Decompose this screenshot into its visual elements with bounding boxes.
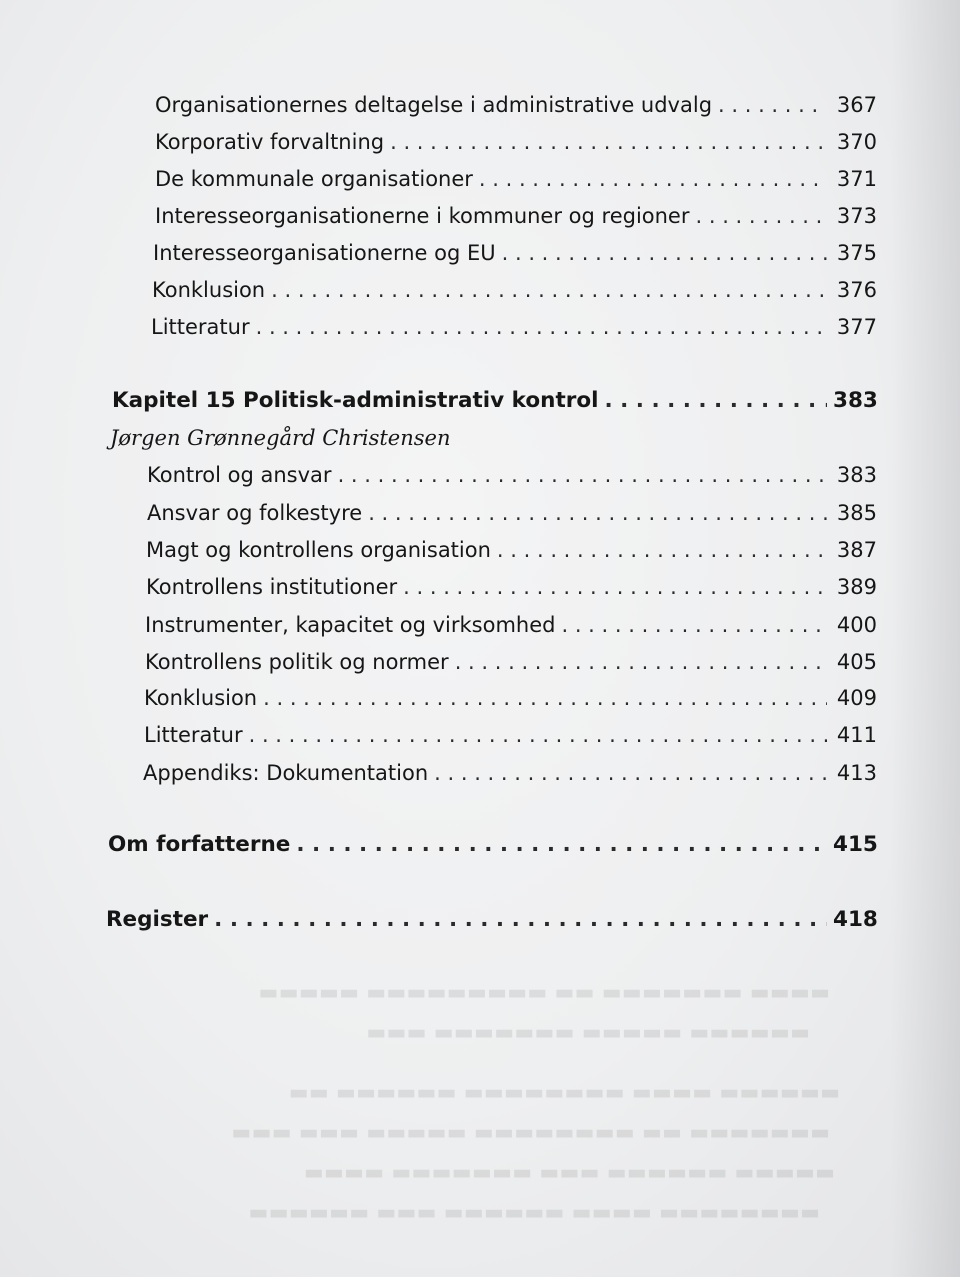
dot-leader bbox=[561, 610, 827, 640]
toc-entry bbox=[144, 683, 877, 713]
chapter-heading bbox=[112, 386, 877, 416]
toc-section-heading bbox=[106, 905, 877, 935]
chapter-page: 383 bbox=[833, 388, 878, 413]
toc-entry bbox=[153, 238, 877, 268]
toc-entry-title: Appendiks: Dokumentation bbox=[143, 761, 429, 785]
dot-leader bbox=[368, 498, 827, 528]
toc-entry-page: 383 bbox=[836, 463, 877, 487]
toc-entry-page: 370 bbox=[836, 130, 877, 154]
dot-leader bbox=[497, 535, 827, 565]
toc-entry-title: Korporativ forvaltning bbox=[155, 130, 385, 154]
toc-entry bbox=[152, 275, 877, 305]
chapter-title: Kapitel 15 Politisk-administrativ kontrol bbox=[112, 388, 599, 413]
dot-leader bbox=[696, 201, 828, 231]
toc-entry bbox=[155, 127, 877, 157]
dot-leader bbox=[256, 312, 827, 342]
toc-entry-title: Magt og kontrollens organisation bbox=[146, 538, 491, 562]
section-title: Register bbox=[106, 907, 209, 932]
toc-entry bbox=[143, 758, 877, 788]
dot-leader bbox=[214, 905, 827, 935]
toc-entry-title: Kontrollens institutioner bbox=[146, 575, 398, 599]
toc-entry bbox=[155, 201, 877, 231]
toc-entry bbox=[147, 460, 877, 490]
toc-entry-title: Konklusion bbox=[152, 278, 266, 302]
dot-leader bbox=[390, 127, 827, 157]
toc-entry-page: 411 bbox=[836, 723, 877, 747]
toc-entry-page: 373 bbox=[836, 204, 877, 228]
chapter-author: Jørgen Grønnegård Christensen bbox=[110, 426, 451, 450]
toc-section-heading bbox=[108, 830, 877, 860]
dot-leader bbox=[604, 386, 827, 416]
toc-entry-page: 377 bbox=[836, 315, 877, 339]
toc-entry-title: Ansvar og folkestyre bbox=[147, 501, 363, 525]
toc-entry-page: 376 bbox=[836, 278, 877, 302]
toc-entry-page: 371 bbox=[836, 167, 877, 191]
dot-leader bbox=[502, 238, 827, 268]
dot-leader bbox=[434, 758, 827, 788]
section-page: 418 bbox=[833, 907, 878, 932]
toc-entry-page: 389 bbox=[836, 575, 877, 599]
toc-entry bbox=[151, 312, 877, 342]
toc-entry-page: 409 bbox=[836, 686, 877, 710]
toc-entry-title: Kontrol og ansvar bbox=[147, 463, 332, 487]
dot-leader bbox=[718, 90, 827, 120]
toc-entry-title: Interesseorganisationerne og EU bbox=[153, 241, 496, 265]
toc-entry bbox=[155, 90, 877, 120]
section-title: Om forfatterne bbox=[108, 832, 291, 857]
toc-entry bbox=[144, 720, 877, 750]
dot-leader bbox=[263, 683, 827, 713]
toc-entry-title: Instrumenter, kapacitet og virksomhed bbox=[145, 613, 556, 637]
toc-entry bbox=[145, 610, 877, 640]
toc-entry-title: De kommunale organisationer bbox=[155, 167, 473, 191]
toc-entry-title: Litteratur bbox=[144, 723, 243, 747]
toc-entry-page: 367 bbox=[836, 93, 877, 117]
toc-entry bbox=[145, 647, 877, 677]
toc-entry bbox=[155, 164, 877, 194]
toc-entry bbox=[146, 535, 877, 565]
dot-leader bbox=[338, 460, 827, 490]
toc-entry-page: 400 bbox=[836, 613, 877, 637]
dot-leader bbox=[455, 647, 827, 677]
dot-leader bbox=[271, 275, 827, 305]
section-page: 415 bbox=[833, 832, 878, 857]
dot-leader bbox=[479, 164, 827, 194]
toc-entry bbox=[146, 572, 877, 602]
toc-entry-title: Litteratur bbox=[151, 315, 250, 339]
toc-entry-title: Kontrollens politik og normer bbox=[145, 650, 449, 674]
toc-entry-page: 413 bbox=[836, 761, 877, 785]
toc-entry-page: 385 bbox=[836, 501, 877, 525]
toc-entry-page: 375 bbox=[836, 241, 877, 265]
dot-leader bbox=[403, 572, 827, 602]
toc-entry-title: Konklusion bbox=[144, 686, 258, 710]
dot-leader bbox=[296, 830, 827, 860]
toc-entry-page: 387 bbox=[836, 538, 877, 562]
toc-entry bbox=[147, 498, 877, 528]
toc-entry-title: Interesseorganisationerne i kommuner og regioner bbox=[155, 204, 690, 228]
toc-entry-page: 405 bbox=[836, 650, 877, 674]
dot-leader bbox=[249, 720, 827, 750]
toc-entry-title: Organisationernes deltagelse i administrative udvalg bbox=[155, 93, 713, 117]
